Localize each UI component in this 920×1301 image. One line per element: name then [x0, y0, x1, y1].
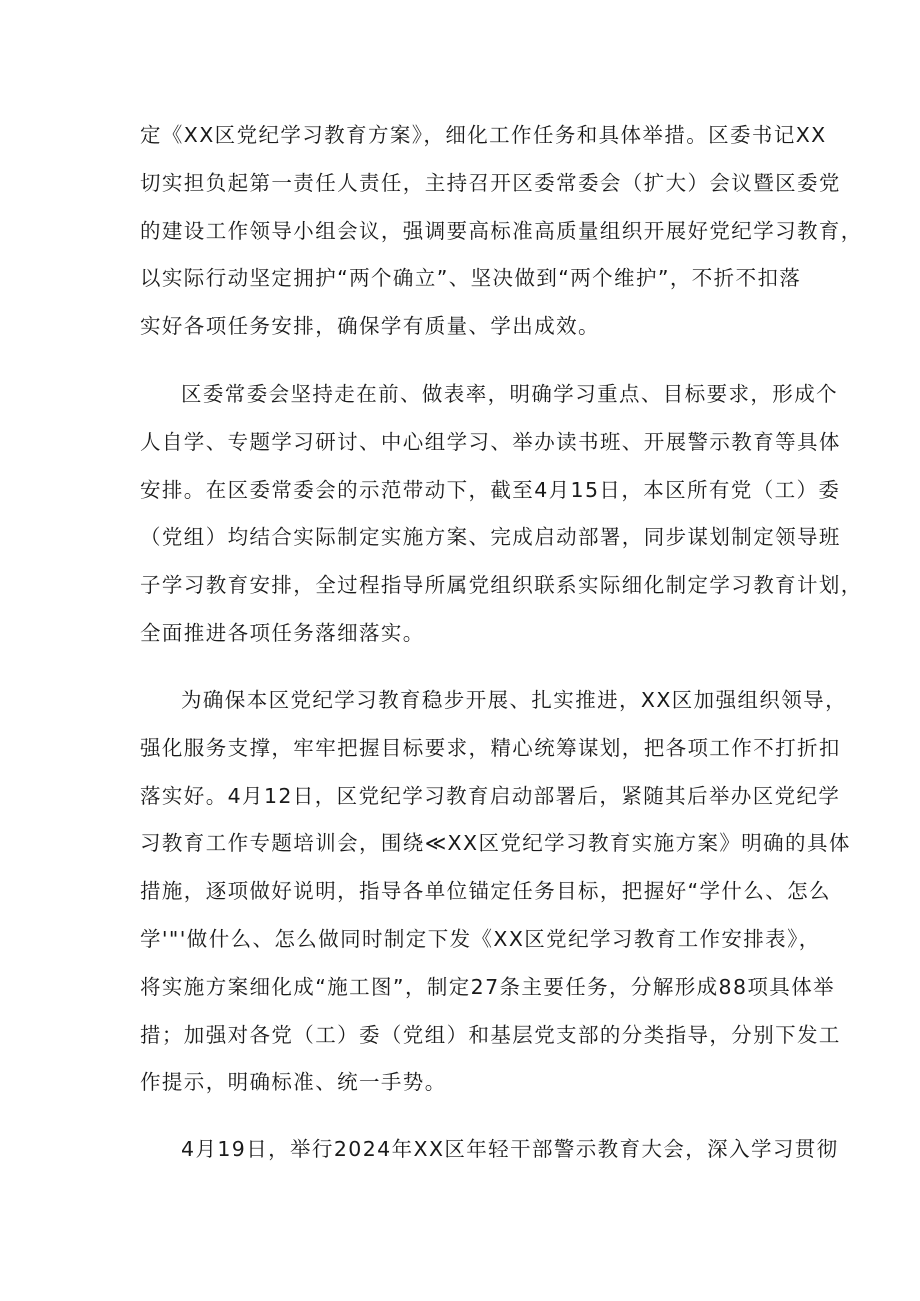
paragraph-4: [140, 1126, 839, 1174]
text-line: 定《XX区党纪学习教育方案》，细化工作任务和具体举措。区委书记XX: [140, 123, 827, 147]
paragraph-1: [140, 112, 863, 351]
text-line: 子学习教育安排，全过程指导所属党组织联系实际细化制定学习教育计划，: [140, 573, 863, 598]
text-line: 措；加强对各党（工）委（党组）和基层党支部的分类指导，分别下发工: [140, 1022, 841, 1047]
text-line: 学'"'做什么、怎么做同时制定下发《XX区党纪学习教育工作安排表》，: [140, 926, 821, 951]
text-line: （党组）均结合实际制定实施方案、完成启动部署，同步谋划制定领导班: [140, 525, 841, 550]
text-line: 的建设工作领导小组会议，强调要高标准高质量组织开展好党纪学习教育，: [140, 218, 863, 243]
paragraph-3: [140, 677, 851, 1107]
text-line-indented: 4月19日，举行2024年XX区年轻干部警示教育大会，深入学习贯彻: [181, 1137, 839, 1161]
text-line-indented: 为确保本区党纪学习教育稳步开展、扎实推进，XX区加强组织领导，: [181, 688, 847, 712]
text-line: 作提示，明确标准、统一手势。: [140, 1070, 447, 1095]
text-line: 全面推进各项任务落细落实。: [140, 620, 425, 645]
text-line: 将实施方案细化成“施工图”，制定27条主要任务，分解形成88项具体举: [140, 974, 836, 999]
text-line: 强化服务支撑，牢牢把握目标要求，精心统筹谋划，把各项工作不打折扣: [140, 735, 841, 760]
text-line: 安排。在区委常委会的示范带动下，截至4月15日，本区所有党（工）委: [140, 477, 841, 502]
text-line: 落实好。4月12日，区党纪学习教育启动部署后，紧随其后举办区党纪学: [140, 783, 841, 808]
text-line-indented: 区委常委会坚持走在前、做表率，明确学习重点、目标要求，形成个: [181, 382, 838, 406]
text-line: 切实担负起第一责任人责任，主持召开区委常委会（扩大）会议暨区委党: [140, 170, 841, 195]
text-line: 以实际行动坚定拥护“两个确立”、坚决做到“两个维护”，不折不扣落: [140, 266, 802, 291]
text-line: 习教育工作专题培训会，围绕≪XX区党纪学习教育实施方案》明确的具体: [140, 831, 851, 856]
text-line: 措施，逐项做好说明，指导各单位锚定任务目标，把握好“学什么、怎么: [140, 879, 831, 904]
text-line: 实好各项任务安排，确保学有质量、学出成效。: [140, 314, 600, 339]
paragraph-2: [140, 371, 863, 658]
text-line: 人自学、专题学习研讨、中心组学习、举办读书班、开展警示教育等具体: [140, 429, 841, 454]
